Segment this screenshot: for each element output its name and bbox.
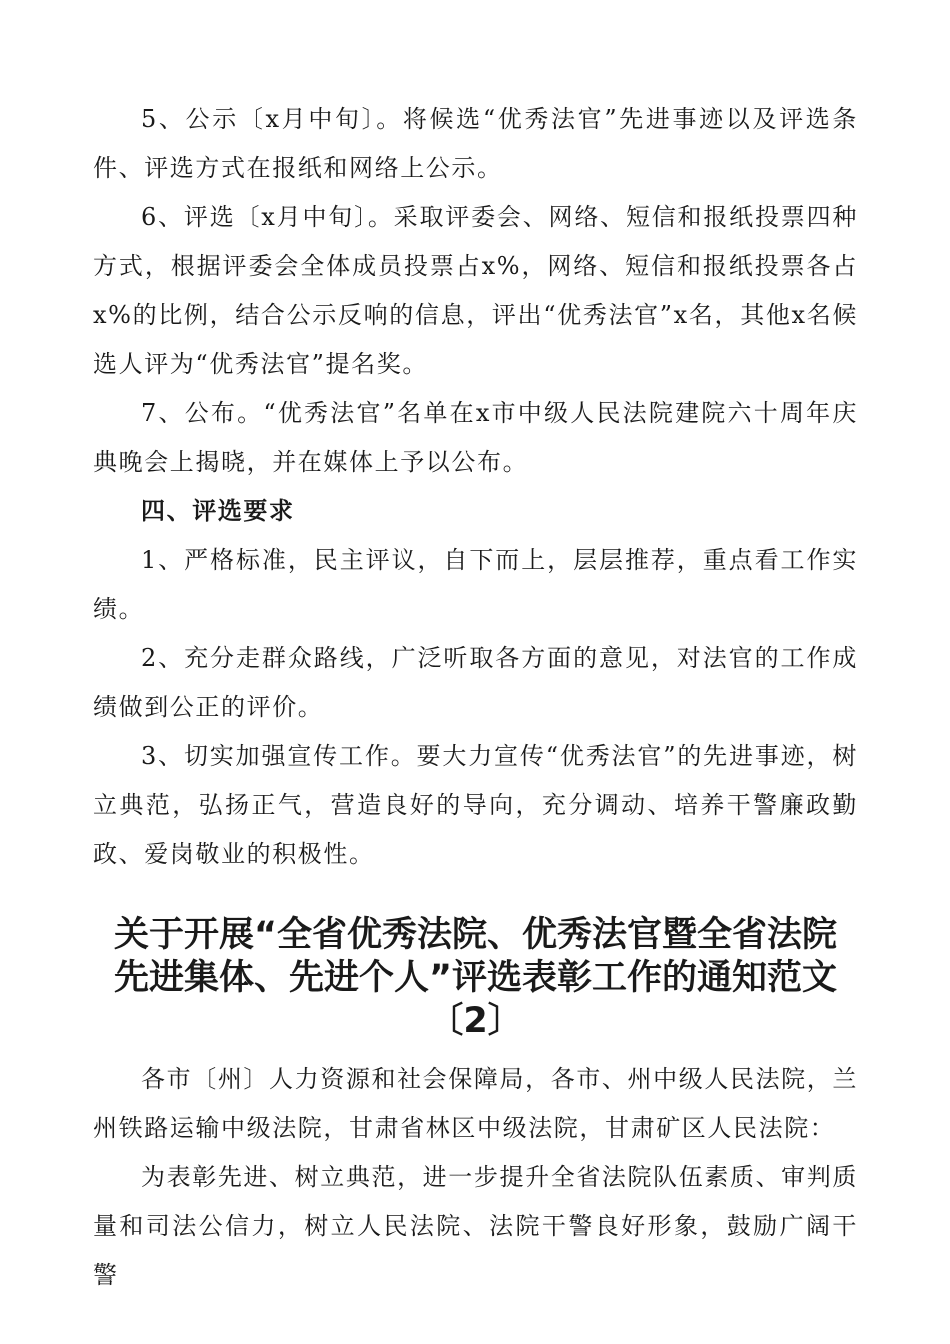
notice-recipients: 各市〔州〕人力资源和社会保障局，各市、州中级人民法院，兰州铁路运输中级法院，甘肃省林区中级法院，甘肃矿区人民法院：: [93, 1065, 858, 1142]
requirement-item-3: 3、切实加强宣传工作。要大力宣传“优秀法官”的先进事迹，树立典范，弘扬正气，营造良好的导向，充分调动、培养干警廉政勤政、爱岗敬业的积极性。: [93, 742, 858, 868]
requirement-item-1: 1、严格标准，民主评议，自下而上，层层推荐，重点看工作实绩。: [93, 546, 858, 623]
title-line-1: 关于开展“全省优秀法院、优秀法官暨全省法院: [113, 915, 837, 955]
notice-body: 为表彰先进、树立典范，进一步提升全省法院队伍素质、审判质量和司法公信力，树立人民法院、法院干警良好形象，鼓励广阔干警: [93, 1163, 858, 1289]
title-line-3: 〔2〕: [428, 1001, 523, 1041]
document-title: [83, 914, 868, 1043]
paragraph-item-5: 5、公示〔x月中旬〕。将候选“优秀法官”先进事迹以及评选条件、评选方式在报纸和网络上公示。: [93, 105, 858, 182]
paragraph-item-6: 6、评选〔x月中旬〕。采取评委会、网络、短信和报纸投票四种方式，根据评委会全体成员投票占x%，网络、短信和报纸投票各占x%的比例，结合公示反响的信息，评出“优秀法官”x名，其他x名候选人评为“优秀法官”提名奖。: [93, 203, 858, 378]
title-line-2: 先进集体、先进个人”评选表彰工作的通知范文: [113, 958, 837, 998]
requirement-item-2: 2、充分走群众路线，广泛听取各方面的意见，对法官的工作成绩做到公正的评价。: [93, 644, 858, 721]
section-heading-requirements: 四、评选要求: [141, 497, 295, 525]
paragraph-item-7: 7、公布。“优秀法官”名单在x市中级人民法院建院六十周年庆典晚会上揭晓，并在媒体上予以公布。: [93, 399, 858, 476]
document-page: [93, 95, 858, 1300]
